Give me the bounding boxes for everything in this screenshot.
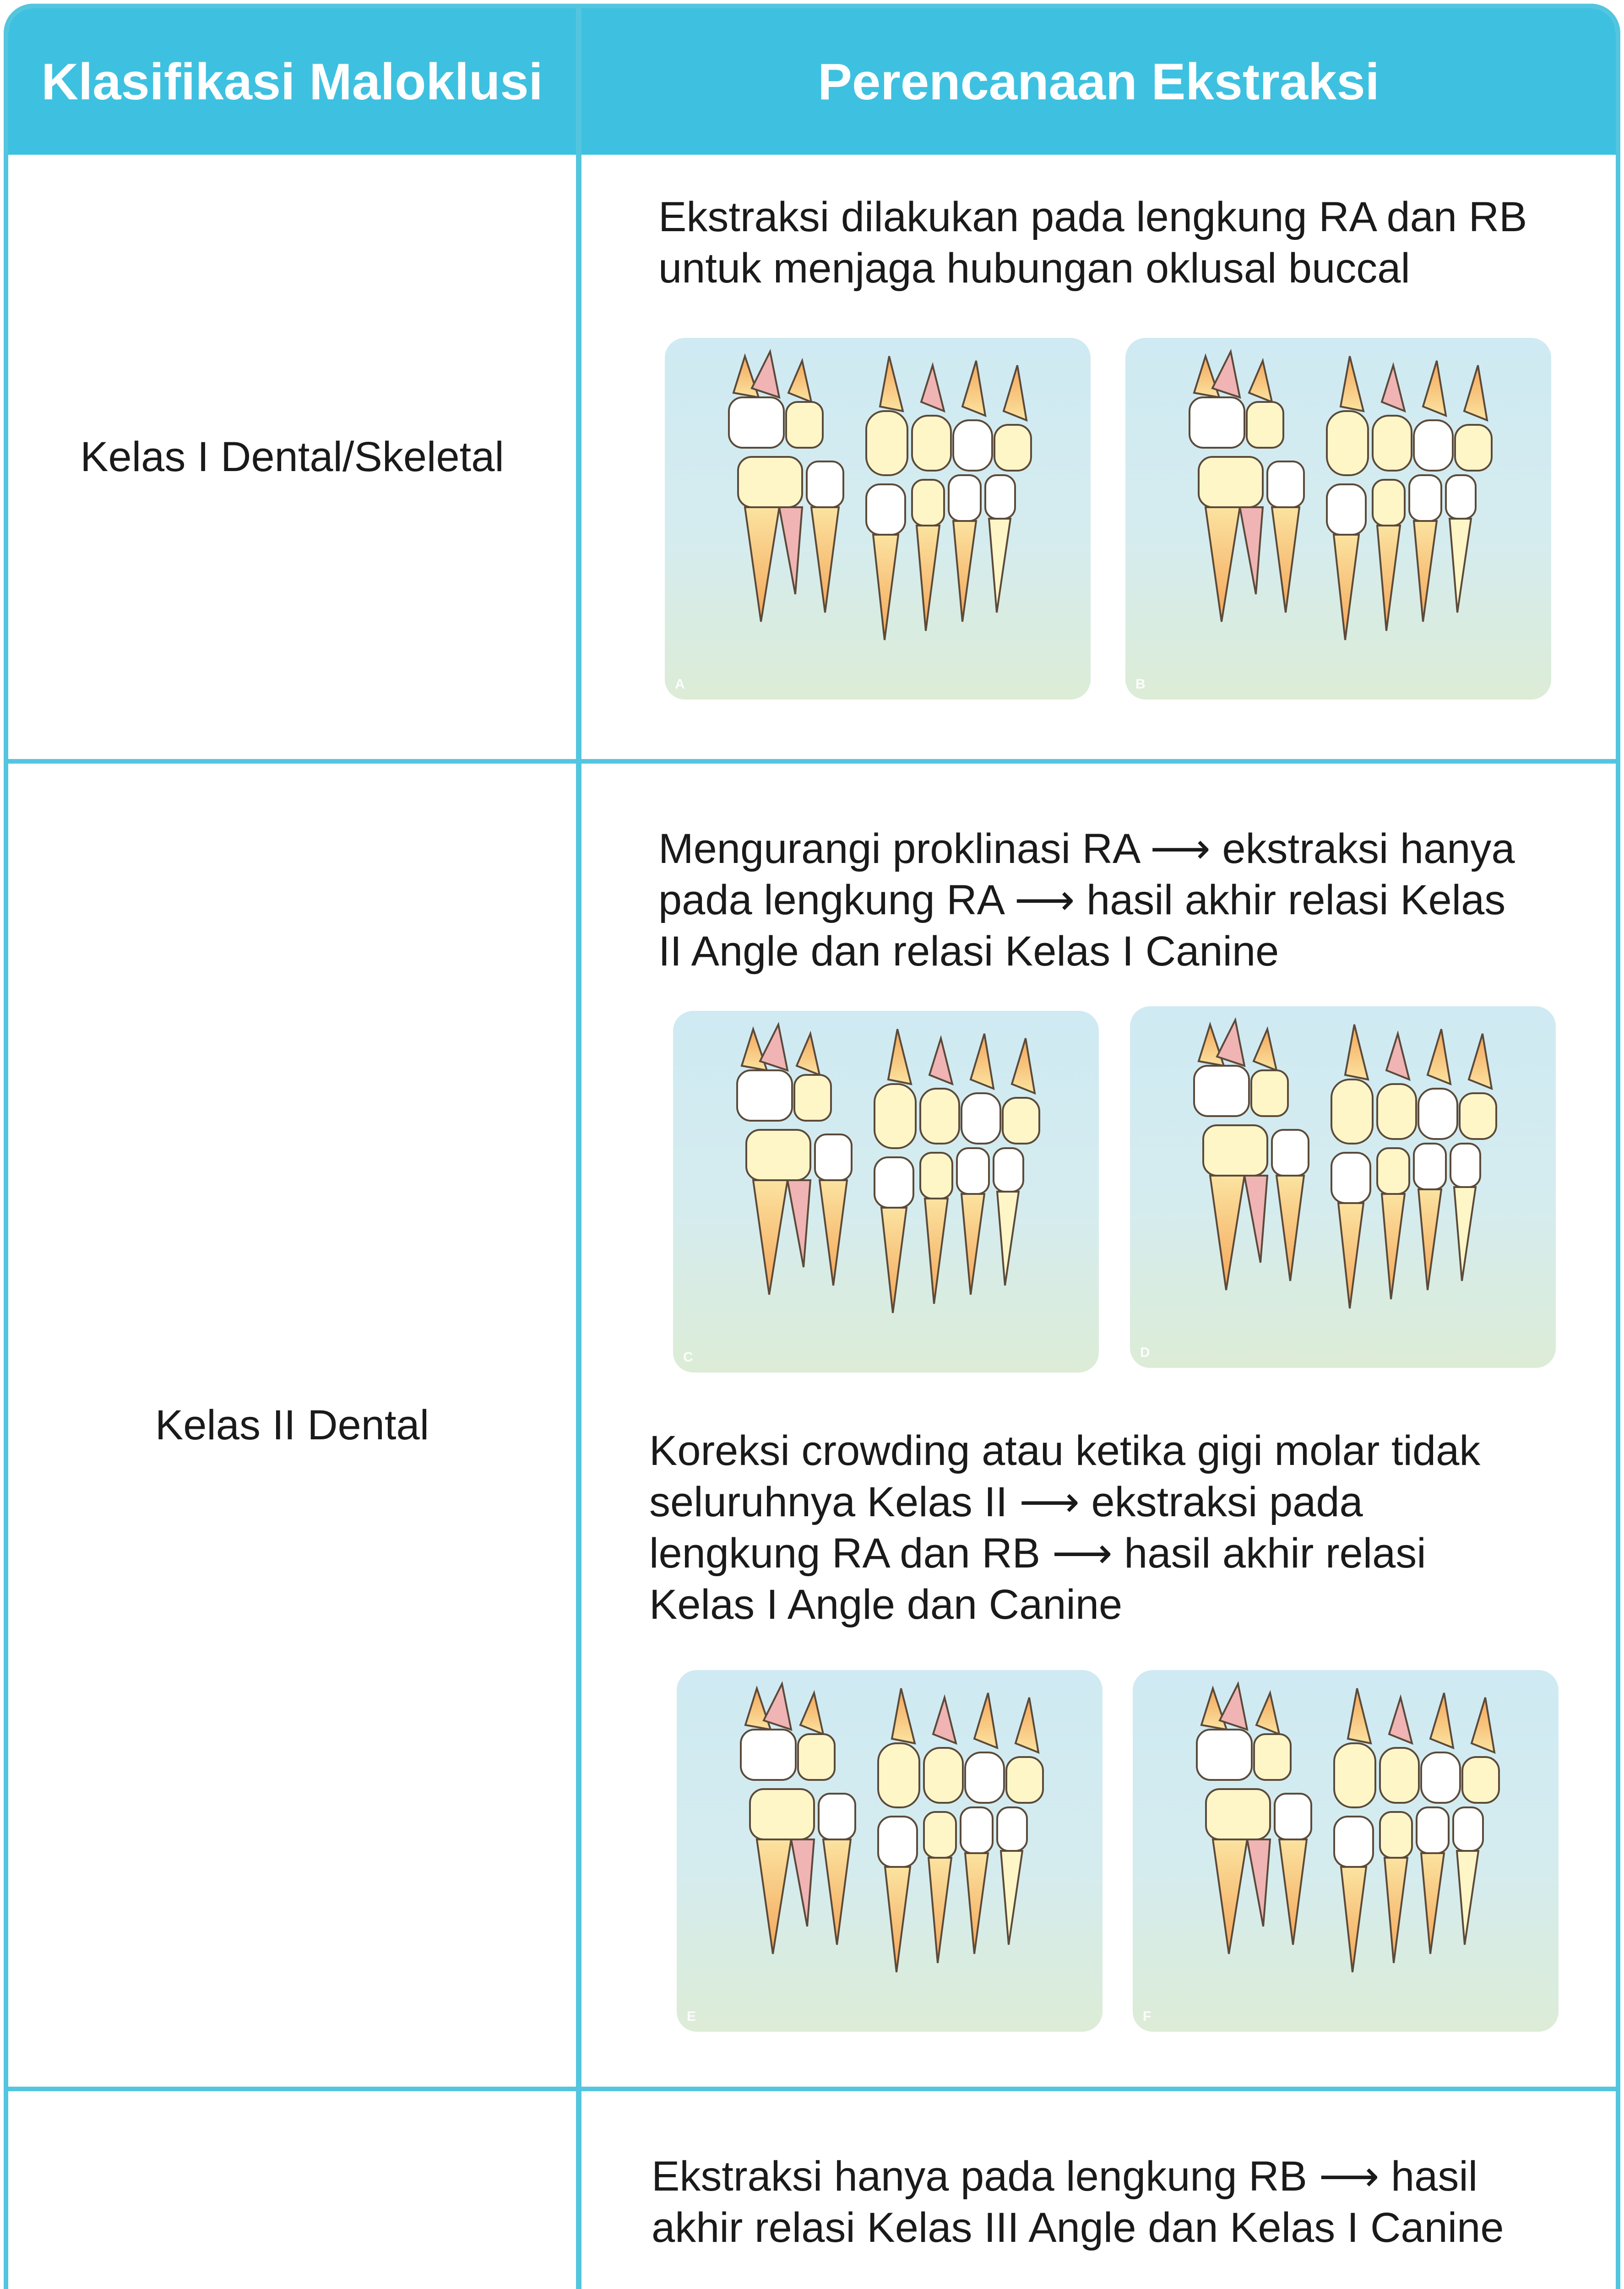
panel-letter: D	[1140, 1345, 1150, 1360]
classification-class-3	[8, 2091, 576, 2289]
teeth-illustration-icon	[1125, 338, 1551, 700]
header-extraction-plan: Perencanaan Ekstraksi	[818, 53, 1380, 110]
plan-description: Koreksi crowding atau ketika gigi molar tidak seluruhnya Kelas II ⟶ ekstraksi pada lengkung RA dan RB ⟶ hasil akhir relasi Kelas I Angle dan Canine	[649, 1427, 1481, 1628]
teeth-illustration-icon	[665, 338, 1091, 700]
row-divider	[8, 759, 1616, 764]
teeth-illustration-icon	[673, 1011, 1099, 1372]
panel-letter: B	[1135, 677, 1146, 692]
panel-letter: F	[1143, 2009, 1151, 2024]
row-divider	[8, 2087, 1616, 2091]
classification-class-1: Kelas I Dental/Skeletal	[80, 433, 504, 480]
teeth-illustration-icon	[1130, 1006, 1556, 1368]
plan-description: Ekstraksi hanya pada lengkung RB ⟶ hasil akhir relasi Kelas III Angle dan Kelas I Canine	[652, 2153, 1504, 2251]
header-classification: Klasifikasi Maloklusi	[41, 53, 543, 110]
teeth-illustration-icon	[1133, 1670, 1559, 2032]
extraction-planning-table	[4, 4, 1620, 2289]
table-header	[8, 8, 1616, 155]
panel-letter: C	[683, 1350, 693, 1365]
classification-class-2: Kelas II Dental	[155, 1401, 429, 1448]
column-divider	[576, 8, 581, 2289]
panel-letter: A	[675, 677, 685, 692]
teeth-illustration-icon	[677, 1670, 1103, 2032]
plan-description: Mengurangi proklinasi RA ⟶ ekstraksi hanya pada lengkung RA ⟶ hasil akhir relasi Kelas II Angle dan relasi Kelas I Canine	[658, 825, 1515, 975]
plan-description: Ekstraksi dilakukan pada lengkung RA dan RB untuk menjaga hubungan oklusal buccal	[658, 194, 1527, 292]
panel-letter: E	[687, 2009, 696, 2024]
